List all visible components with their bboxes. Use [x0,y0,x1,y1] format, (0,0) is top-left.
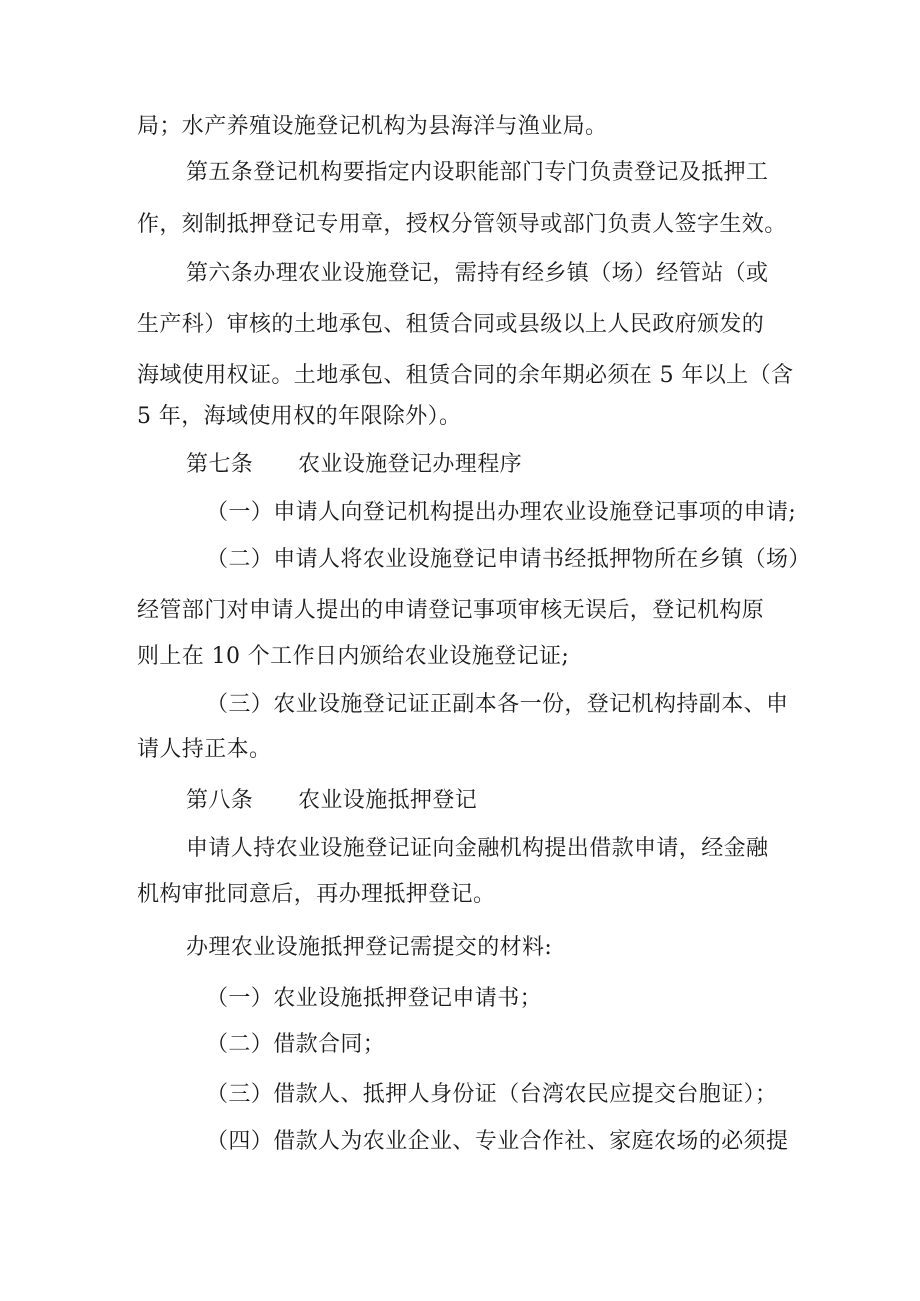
list-item: （二）申请人将农业设施登记申请书经抵押物所在乡镇（场） [206,547,811,572]
text-line: 生产科）审核的土地承包、租赁合同或县级以上人民政府颁发的 [137,312,765,337]
list-item: （三）借款人、抵押人身份证（台湾农民应提交台胞证）； [206,1082,778,1107]
text-line: 申请人持农业设施登记证向金融机构提出借款申请，经金融 [186,836,769,861]
list-item: （二）借款合同； [206,1032,386,1057]
list-item: （三）农业设施登记证正副本各一份，登记机构持副本、申 [206,692,789,717]
text-line: 经管部门对申请人提出的申请登记事项审核无误后，登记机构原 [137,598,765,623]
text-line: 则上在 10 个工作日内颁给农业设施登记证; [137,644,570,669]
text-line: 机构审批同意后，再办理抵押登记。 [137,882,496,907]
list-item: （一）农业设施抵押登记申请书； [206,986,543,1011]
text-line: 局；水产养殖设施登记机构为县海洋与渔业局。 [137,114,608,139]
article-8-heading: 第八条 农业设施抵押登记 [186,788,478,813]
list-item: （四）借款人为农业企业、专业合作社、家庭农场的必须提 [206,1129,789,1154]
article-7-heading: 第七条 农业设施登记办理程序 [186,452,523,477]
text-line: 5 年，海域使用权的年限除外）。 [137,404,462,429]
article-5-line: 第五条登记机构要指定内设职能部门专门负责登记及抵押工 [186,160,769,185]
text-line: 海域使用权证。土地承包、租赁合同的余年期必须在 5 年以上（含 [137,363,794,388]
text-line: 请人持正本。 [137,737,272,762]
text-line: 作，刻制抵押登记专用章，授权分管领导或部门负责人签字生效。 [137,212,787,237]
list-item: （一）申请人向登记机构提出办理农业设施登记事项的申请; [206,500,797,525]
materials-heading: 办理农业设施抵押登记需提交的材料: [186,935,553,960]
article-6-line: 第六条办理农业设施登记，需持有经乡镇（场）经管站（或 [186,261,769,286]
